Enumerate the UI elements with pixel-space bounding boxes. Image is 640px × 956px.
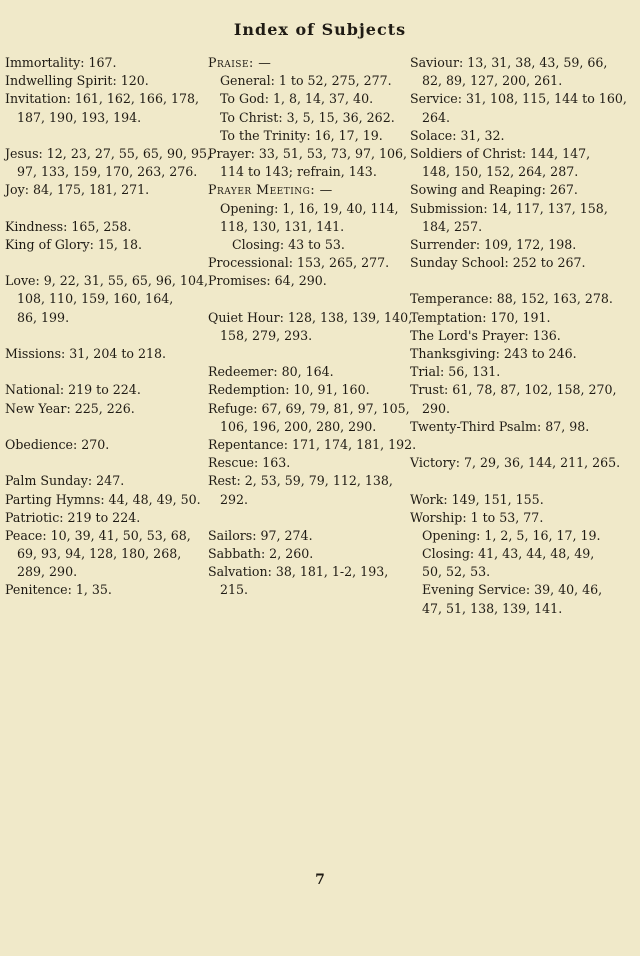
- index-column-1: [5, 54, 212, 600]
- index-subentry: Opening: 1, 16, 19, 40, 114,: [220, 200, 399, 216]
- entry-spacer: [208, 509, 404, 527]
- index-heading: Prayer Meeting: —: [208, 182, 333, 198]
- index-entry: Palm Sunday: 247.: [5, 473, 125, 489]
- entry-spacer: [5, 127, 201, 145]
- index-entry: Kindness: 165, 258.: [5, 218, 132, 234]
- index-entry: Redemption: 10, 91, 160.: [208, 382, 370, 398]
- index-entry: Trust: 61, 78, 87, 102, 158, 270,: [410, 382, 617, 398]
- index-subentry: 69, 93, 94, 128, 180, 268,: [17, 546, 182, 562]
- index-entry: National: 219 to 224.: [5, 382, 141, 398]
- index-entry: Joy: 84, 175, 181, 271.: [5, 182, 150, 198]
- index-subentry: 114 to 143; refrain, 143.: [220, 164, 377, 180]
- index-subentry: 215.: [220, 582, 249, 598]
- index-entry: The Lord's Prayer: 136.: [410, 327, 561, 343]
- index-subentry: To Christ: 3, 5, 15, 36, 262.: [220, 109, 395, 125]
- index-subentry: 50, 52, 53.: [422, 564, 491, 580]
- index-entry: Processional: 153, 265, 277.: [208, 255, 390, 271]
- entry-spacer: [410, 436, 635, 454]
- index-entry: Worship: 1 to 53, 77.: [410, 509, 544, 525]
- index-entry: Quiet Hour: 128, 138, 139, 140,: [208, 309, 413, 325]
- page-title: Index of Subjects: [233, 20, 407, 39]
- index-subentry: 47, 51, 138, 139, 141.: [422, 600, 563, 616]
- entry-spacer: [410, 472, 635, 490]
- index-entry: King of Glory: 15, 18.: [5, 236, 142, 252]
- entry-spacer: [410, 272, 635, 290]
- index-entry: Temptation: 170, 191.: [410, 309, 551, 325]
- index-entry: Service: 31, 108, 115, 144 to 160,: [410, 91, 627, 107]
- index-entry: Sunday School: 252 to 267.: [410, 255, 586, 271]
- index-entry: Victory: 7, 29, 36, 144, 211, 265.: [410, 455, 621, 471]
- index-subentry: Evening Service: 39, 40, 46,: [422, 582, 603, 598]
- index-entry: Thanksgiving: 243 to 246.: [410, 346, 577, 361]
- entry-spacer: [5, 418, 201, 436]
- index-entry: Sowing and Reaping: 267.: [410, 182, 578, 198]
- index-entry: Penitence: 1, 35.: [5, 582, 112, 598]
- page-number: 7: [315, 872, 325, 888]
- index-entry: New Year: 225, 226.: [5, 400, 135, 416]
- index-subentry: Opening: 1, 2, 5, 16, 17, 19.: [422, 527, 601, 543]
- index-subentry: 292.: [220, 491, 249, 507]
- index-entry: Promises: 64, 290.: [208, 273, 327, 289]
- index-entry: Immortality: 167.: [5, 55, 117, 70]
- entry-spacer: [208, 290, 404, 308]
- index-entry: Redeemer: 80, 164.: [208, 364, 334, 380]
- index-entry: Twenty-Third Psalm: 87, 98.: [410, 418, 590, 434]
- index-entry: Rest: 2, 53, 59, 79, 112, 138,: [208, 473, 393, 489]
- index-entry: Rescue: 163.: [208, 455, 291, 471]
- index-entry: Invitation: 161, 162, 166, 178,: [5, 91, 199, 107]
- entry-spacer: [5, 454, 201, 472]
- index-entry: Submission: 14, 117, 137, 158,: [410, 200, 608, 216]
- index-subentry: 82, 89, 127, 200, 261.: [422, 73, 563, 89]
- index-entry: Jesus: 12, 23, 27, 55, 65, 90, 95,: [5, 145, 212, 161]
- index-entry: Love: 9, 22, 31, 55, 65, 96, 104,: [5, 273, 208, 289]
- entry-spacer: [5, 254, 201, 272]
- index-entry: Missions: 31, 204 to 218.: [5, 346, 167, 361]
- index-subentry: General: 1 to 52, 275, 277.: [220, 73, 392, 89]
- index-entry: Trial: 56, 131.: [410, 364, 501, 380]
- index-subentry: 290.: [422, 400, 451, 416]
- index-entry: Patriotic: 219 to 224.: [5, 509, 141, 525]
- index-subentry: 118, 130, 131, 141.: [220, 218, 345, 234]
- index-subentry: 289, 290.: [17, 564, 78, 580]
- index-entry: Soldiers of Christ: 144, 147,: [410, 145, 591, 161]
- index-entry: Sabbath: 2, 260.: [208, 546, 314, 562]
- index-entry: Parting Hymns: 44, 48, 49, 50.: [5, 491, 201, 507]
- entry-spacer: [208, 345, 404, 363]
- index-subentry: To the Trinity: 16, 17, 19.: [220, 127, 383, 143]
- entry-spacer: [5, 200, 201, 218]
- index-column-3: [410, 54, 635, 618]
- index-entry: Indwelling Spirit: 120.: [5, 73, 149, 89]
- index-subentry: To God: 1, 8, 14, 37, 40.: [220, 91, 374, 107]
- index-subentry: 108, 110, 159, 160, 164,: [17, 291, 174, 307]
- index-subentry: 106, 196, 200, 280, 290.: [220, 418, 377, 434]
- index-entry: Obedience: 270.: [5, 436, 110, 452]
- index-subentry: 148, 150, 152, 264, 287.: [422, 164, 579, 180]
- index-entry: Surrender: 109, 172, 198.: [410, 236, 577, 252]
- index-heading: Praise: —: [208, 55, 272, 70]
- index-entry: Peace: 10, 39, 41, 50, 53, 68,: [5, 527, 191, 543]
- index-column-2: [208, 54, 417, 600]
- index-subentry: 86, 199.: [17, 309, 70, 325]
- entry-spacer: [5, 327, 201, 345]
- index-entry: Salvation: 38, 181, 1-2, 193,: [208, 564, 389, 580]
- index-subentry: 187, 190, 193, 194.: [17, 109, 142, 125]
- index-entry: Work: 149, 151, 155.: [410, 491, 544, 507]
- index-entry: Refuge: 67, 69, 79, 81, 97, 105,: [208, 400, 410, 416]
- index-subentry: 97, 133, 159, 170, 263, 276.: [17, 164, 198, 180]
- index-entry: Solace: 31, 32.: [410, 127, 505, 143]
- index-subentry: 264.: [422, 109, 451, 125]
- index-entry: Sailors: 97, 274.: [208, 527, 313, 543]
- index-subentry: Closing: 43 to 53.: [232, 236, 345, 252]
- index-entry: Temperance: 88, 152, 163, 278.: [410, 291, 613, 307]
- index-entry: Saviour: 13, 31, 38, 43, 59, 66,: [410, 55, 608, 70]
- index-entry: Repentance: 171, 174, 181, 192.: [208, 436, 417, 452]
- index-entry: Prayer: 33, 51, 53, 73, 97, 106,: [208, 145, 408, 161]
- index-subentry: 184, 257.: [422, 218, 483, 234]
- entry-spacer: [5, 363, 201, 381]
- index-subentry: Closing: 41, 43, 44, 48, 49,: [422, 546, 595, 562]
- index-subentry: 158, 279, 293.: [220, 327, 313, 343]
